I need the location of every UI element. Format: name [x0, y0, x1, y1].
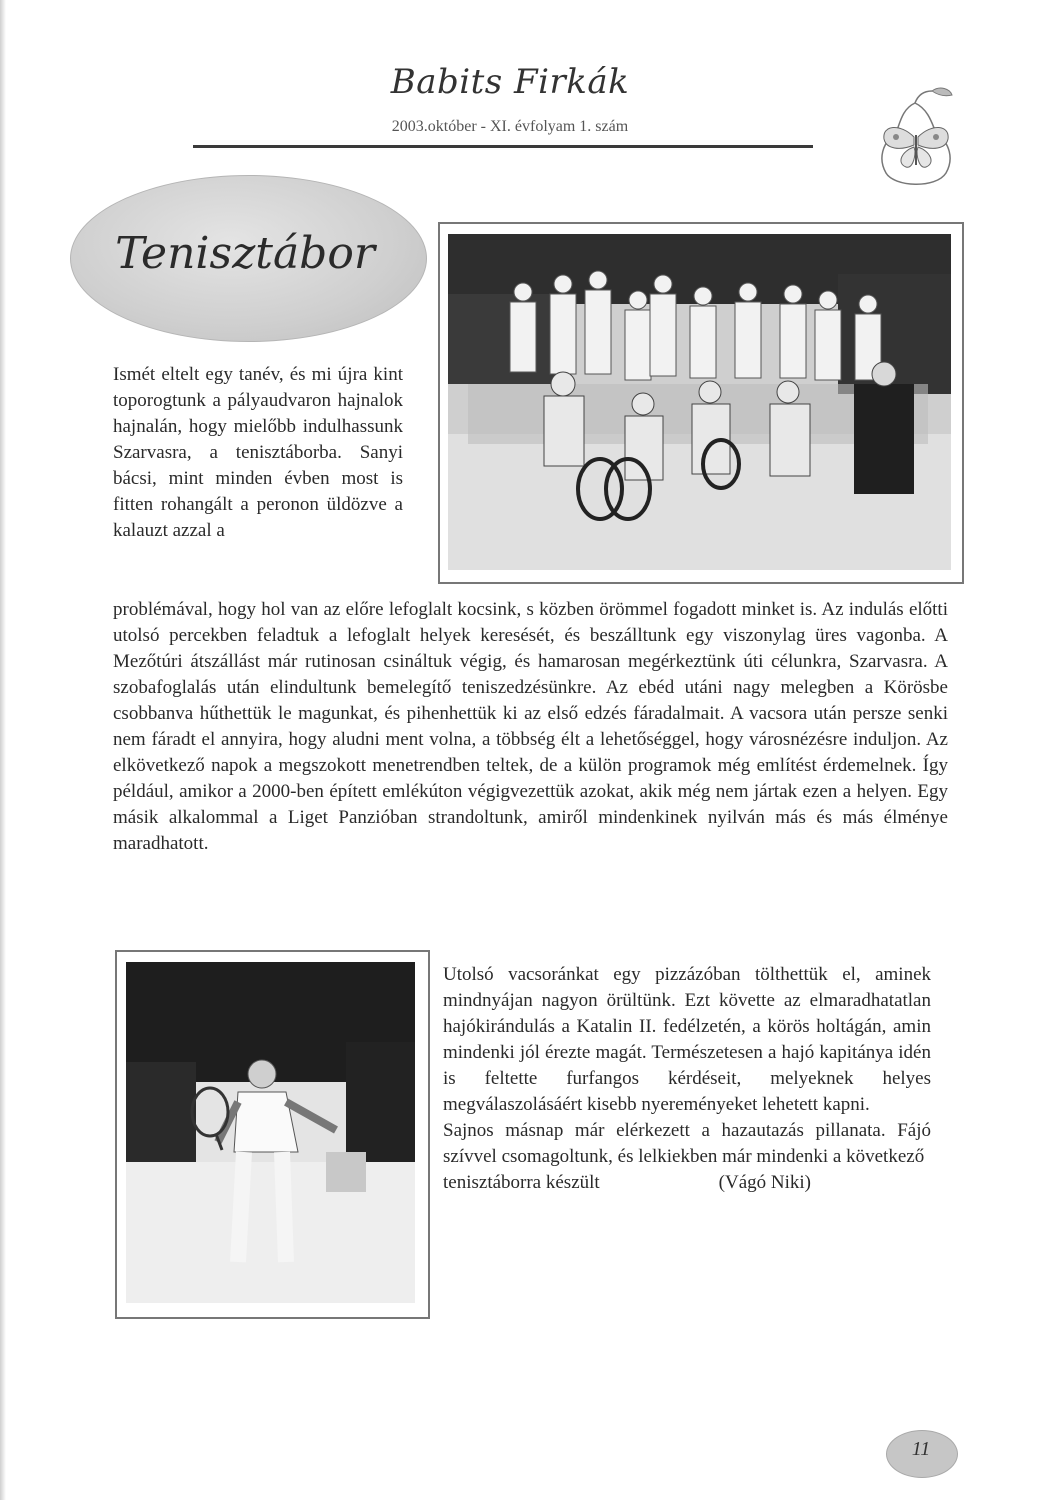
closing-row	[443, 1170, 931, 1196]
group-photo	[448, 234, 951, 570]
page-number: 11	[911, 1438, 931, 1460]
page-edge	[0, 0, 6, 1500]
masthead-rule	[193, 145, 813, 148]
author-signature: (Vágó Niki)	[718, 1172, 811, 1193]
butterfly-pear-icon	[860, 85, 970, 195]
side-paragraph-1: Utolsó vacsoránkat egy pizzázóban tölthettük el, aminek mindnyájan nagyon örültünk. Ezt követte az elmaradhatatlan hajókirándulás a Katalin II. fedélzetén, a körös holtágán, amin mindenki jól érezte magát. Természetesen a hajó kapitánya idén is feltette furfangos kérdéseit, melyeknek helyes megválaszolásáért kisebb nyereményeket lehetett kapni.	[443, 964, 931, 1115]
masthead-title: Babits Firkák	[390, 62, 630, 102]
closing-line: tenisztáborra készült	[443, 1172, 600, 1193]
intro-paragraph: Ismét eltelt egy tanév, és mi újra kint toporogtunk a pályaudvaron hajnalok hajnalán, hogy mielőbb indulhassunk Szarvasra, a tenisztáborba. Sanyi bácsi, mint minden évben most is fitten rohangált a peronon üldözve a kalauzt azzal a	[113, 364, 403, 541]
issue-line: 2003.október - XI. évfolyam 1. szám	[391, 118, 629, 135]
side-column	[443, 962, 931, 1196]
tennis-player-photo	[126, 962, 415, 1303]
article-title: Tenisztábor	[115, 228, 375, 279]
body-paragraph: problémával, hogy hol van az előre lefoglalt kocsink, s közben örömmel fogadott minket is. Az indulás előtti utolsó percekben feladtuk a lefoglalt helyek keresését, és beszálltunk egy viszonylag üres vagonba. A Mezőtúri átszállást már rutinosan csináltuk végig, és hamarosan megérkeztünk úti célunkra, Szarvasra. A szobafoglalás után elindultunk bemelegítő teniszedzésünkre. Az ebéd utáni nagy melegben a Körösbe csobbanva hűthettük le magunkat, és pihenhettük ki az első edzés fáradalmait. A vacsora után persze senki nem fáradt el annyira, hogy aludni ment volna, a többség élt a lehetőséggel, hogy városnézésre induljon. Az elkövetkező napok a megszokott menetrendben teltek, de a külön programok még említést érdemelnek. Így például, amikor a 2000-ben épített emlékúton végigvezettük azokat, akik még nem jártak ezen a helyen. Egy másik alkalommal a Liget Panzióban strandoltunk, amiről mindenkinek nyilván más és más élménye maradhatott.	[113, 599, 948, 854]
side-paragraph-2: Sajnos másnap már elérkezett a hazautazás pillanata. Fájó szívvel csomagoltunk, és lelkiekben már mindenki a következő	[443, 1120, 931, 1167]
